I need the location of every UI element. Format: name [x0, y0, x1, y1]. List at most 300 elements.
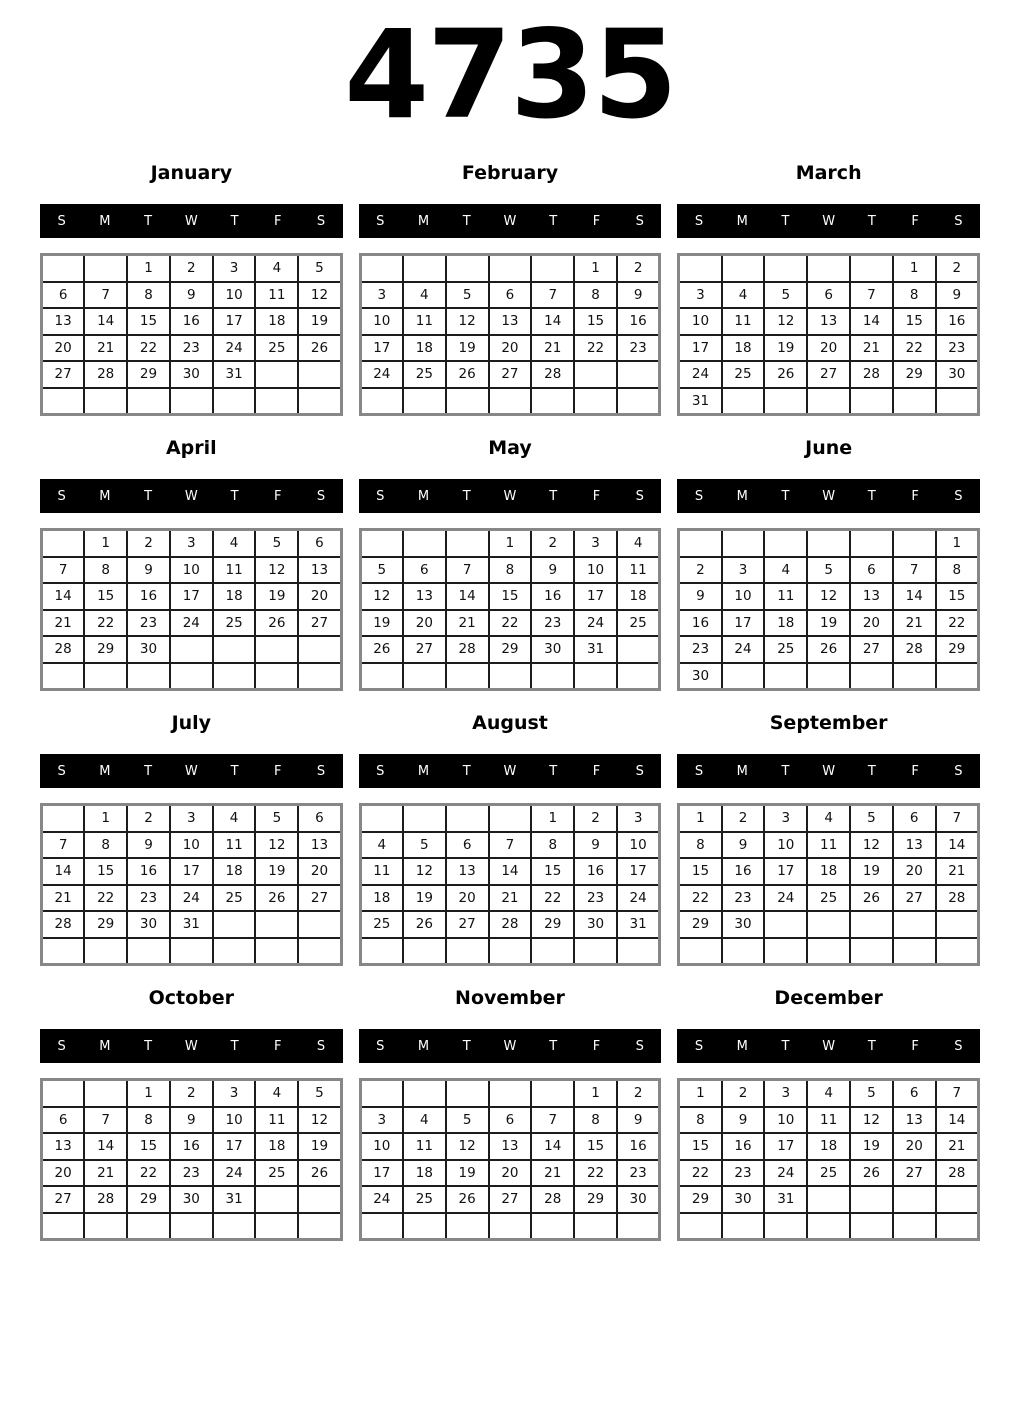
day-cell: 30 [170, 361, 213, 388]
empty-day-cell [850, 663, 893, 690]
day-cell: 20 [42, 335, 85, 362]
empty-day-cell [255, 1213, 298, 1240]
day-cell: 23 [679, 636, 722, 663]
day-cell: 22 [84, 610, 127, 637]
month-title: February [461, 162, 559, 184]
day-cell: 23 [617, 1160, 660, 1187]
empty-day-cell [531, 938, 574, 965]
day-cell: 12 [255, 557, 298, 584]
empty-day-cell [764, 530, 807, 557]
day-cell: 15 [127, 1133, 170, 1160]
month-calendar [677, 437, 980, 691]
day-cell: 13 [489, 308, 532, 335]
empty-day-cell [84, 938, 127, 965]
weekday-label: T [462, 488, 471, 504]
day-cell: 17 [764, 1133, 807, 1160]
day-cell: 17 [360, 335, 403, 362]
day-cell: 27 [446, 911, 489, 938]
day-cell: 12 [764, 308, 807, 335]
empty-day-cell [893, 911, 936, 938]
day-cell: 21 [84, 1160, 127, 1187]
weekday-label: S [694, 1038, 704, 1054]
day-cell: 9 [127, 832, 170, 859]
day-cell: 11 [360, 858, 403, 885]
day-cell: 24 [360, 361, 403, 388]
day-cell: 11 [403, 308, 446, 335]
day-cell: 18 [722, 335, 765, 362]
month-title: October [148, 987, 235, 1009]
day-cell: 1 [893, 255, 936, 282]
day-cell: 27 [489, 361, 532, 388]
day-cell: 24 [360, 1186, 403, 1213]
day-cell: 24 [170, 610, 213, 637]
empty-day-cell [489, 1080, 532, 1107]
weekday-header-bar [40, 754, 343, 788]
day-cell: 23 [722, 1160, 765, 1187]
day-cell: 31 [764, 1186, 807, 1213]
weekday-label: F [911, 488, 919, 504]
day-cell: 1 [574, 255, 617, 282]
month-title: January [150, 162, 233, 184]
empty-day-cell [531, 1080, 574, 1107]
empty-day-cell [807, 1213, 850, 1240]
day-cell: 11 [807, 832, 850, 859]
day-cell: 10 [170, 557, 213, 584]
day-cell: 19 [850, 1133, 893, 1160]
weekday-label: T [230, 213, 239, 229]
empty-day-cell [531, 1213, 574, 1240]
day-cell: 3 [574, 530, 617, 557]
weekday-label: T [781, 763, 790, 779]
empty-day-cell [403, 1080, 446, 1107]
day-cell: 10 [360, 1133, 403, 1160]
week-row [360, 858, 660, 885]
empty-day-cell [298, 663, 341, 690]
week-row [679, 255, 979, 282]
empty-day-cell [403, 255, 446, 282]
empty-day-cell [127, 938, 170, 965]
week-row [360, 557, 660, 584]
month-calendar [359, 987, 662, 1241]
empty-day-cell [170, 938, 213, 965]
day-cell: 5 [850, 1080, 893, 1107]
day-cell: 25 [360, 911, 403, 938]
weekday-header-bar [40, 1029, 343, 1063]
day-cell: 10 [360, 308, 403, 335]
month-calendar [677, 987, 980, 1241]
empty-day-cell [936, 938, 979, 965]
day-cell: 21 [42, 885, 85, 912]
empty-day-cell [807, 388, 850, 415]
week-row [42, 1213, 342, 1240]
day-cell: 17 [764, 858, 807, 885]
week-row [42, 858, 342, 885]
week-row [42, 1186, 342, 1213]
week-row [42, 557, 342, 584]
empty-day-cell [403, 530, 446, 557]
week-row [360, 1107, 660, 1134]
empty-day-cell [574, 388, 617, 415]
day-cell: 9 [679, 583, 722, 610]
weekday-label: M [417, 1038, 430, 1054]
day-cell: 2 [679, 557, 722, 584]
day-cell: 9 [617, 282, 660, 309]
month-day-grid [677, 253, 980, 416]
day-cell: 11 [807, 1107, 850, 1134]
day-cell: 5 [764, 282, 807, 309]
month-day-grid [677, 803, 980, 966]
empty-day-cell [722, 530, 765, 557]
empty-day-cell [679, 938, 722, 965]
weekday-label: F [274, 213, 282, 229]
empty-day-cell [403, 388, 446, 415]
day-cell: 10 [170, 832, 213, 859]
day-cell: 24 [213, 1160, 256, 1187]
day-cell: 7 [84, 282, 127, 309]
weekday-header-bar [359, 1029, 662, 1063]
day-cell: 18 [403, 335, 446, 362]
month-title: August [472, 712, 548, 734]
month-calendar [40, 987, 343, 1241]
empty-day-cell [255, 636, 298, 663]
week-row [360, 663, 660, 690]
day-cell: 25 [764, 636, 807, 663]
weekday-label: M [736, 213, 748, 229]
day-cell: 7 [936, 805, 979, 832]
week-row [679, 911, 979, 938]
day-cell: 22 [679, 1160, 722, 1187]
empty-day-cell [360, 255, 403, 282]
day-cell: 3 [170, 530, 213, 557]
day-cell: 4 [213, 805, 256, 832]
day-cell: 22 [84, 885, 127, 912]
day-cell: 9 [531, 557, 574, 584]
weekday-label: T [781, 1038, 790, 1054]
empty-day-cell [403, 938, 446, 965]
empty-day-cell [617, 1213, 660, 1240]
week-row [360, 636, 660, 663]
week-row [42, 388, 342, 415]
day-cell: 19 [807, 610, 850, 637]
empty-day-cell [403, 663, 446, 690]
empty-day-cell [893, 938, 936, 965]
day-cell: 27 [42, 1186, 85, 1213]
day-cell: 22 [574, 335, 617, 362]
day-cell: 8 [84, 832, 127, 859]
empty-day-cell [213, 663, 256, 690]
weekday-label: T [144, 763, 153, 779]
day-cell: 1 [531, 805, 574, 832]
week-row [42, 832, 342, 859]
weekday-label: S [635, 1038, 644, 1054]
empty-day-cell [893, 663, 936, 690]
empty-day-cell [360, 663, 403, 690]
day-cell: 20 [298, 858, 341, 885]
week-row [679, 1186, 979, 1213]
day-cell: 23 [127, 885, 170, 912]
week-row [360, 282, 660, 309]
day-cell: 24 [213, 335, 256, 362]
month-day-grid [40, 1078, 343, 1241]
day-cell: 28 [42, 636, 85, 663]
day-cell: 12 [446, 308, 489, 335]
day-cell: 11 [403, 1133, 446, 1160]
day-cell: 19 [360, 610, 403, 637]
week-row [42, 636, 342, 663]
empty-day-cell [531, 255, 574, 282]
empty-day-cell [298, 636, 341, 663]
day-cell: 15 [84, 583, 127, 610]
empty-day-cell [170, 388, 213, 415]
empty-day-cell [764, 255, 807, 282]
day-cell: 17 [617, 858, 660, 885]
month-calendar [359, 712, 662, 966]
weekday-label: T [144, 213, 153, 229]
empty-day-cell [764, 911, 807, 938]
empty-day-cell [298, 938, 341, 965]
week-row [360, 335, 660, 362]
day-cell: 4 [403, 1107, 446, 1134]
day-cell: 21 [531, 1160, 574, 1187]
day-cell: 14 [489, 858, 532, 885]
day-cell: 29 [531, 911, 574, 938]
empty-day-cell [446, 663, 489, 690]
day-cell: 15 [531, 858, 574, 885]
week-row [679, 610, 979, 637]
empty-day-cell [764, 663, 807, 690]
day-cell: 12 [255, 832, 298, 859]
weekday-label: M [417, 213, 430, 229]
month-title: December [774, 987, 883, 1009]
weekday-label: W [822, 1038, 836, 1054]
day-cell: 21 [489, 885, 532, 912]
week-row [360, 361, 660, 388]
day-cell: 15 [127, 308, 170, 335]
day-cell: 21 [936, 1133, 979, 1160]
day-cell: 20 [298, 583, 341, 610]
day-cell: 25 [255, 335, 298, 362]
week-row [360, 911, 660, 938]
day-cell: 2 [531, 530, 574, 557]
day-cell: 29 [489, 636, 532, 663]
week-row [360, 1186, 660, 1213]
empty-day-cell [489, 388, 532, 415]
day-cell: 30 [722, 1186, 765, 1213]
day-cell: 18 [807, 1133, 850, 1160]
day-cell: 11 [213, 557, 256, 584]
week-row [679, 938, 979, 965]
day-cell: 15 [936, 583, 979, 610]
day-cell: 2 [574, 805, 617, 832]
day-cell: 6 [446, 832, 489, 859]
weekday-label: W [503, 1038, 517, 1054]
weekday-label: S [376, 1038, 385, 1054]
weekday-label: S [694, 763, 704, 779]
day-cell: 17 [360, 1160, 403, 1187]
week-row [42, 255, 342, 282]
empty-day-cell [127, 388, 170, 415]
day-cell: 10 [764, 1107, 807, 1134]
day-cell: 15 [679, 1133, 722, 1160]
day-cell: 5 [255, 530, 298, 557]
day-cell: 3 [360, 1107, 403, 1134]
week-row [679, 530, 979, 557]
empty-day-cell [360, 530, 403, 557]
empty-day-cell [764, 388, 807, 415]
week-row [42, 335, 342, 362]
day-cell: 20 [489, 1160, 532, 1187]
month-title: March [795, 162, 862, 184]
weekday-header-bar [40, 479, 343, 513]
day-cell: 28 [936, 885, 979, 912]
empty-day-cell [42, 255, 85, 282]
day-cell: 25 [255, 1160, 298, 1187]
weekday-label: F [592, 488, 601, 504]
month-calendar [677, 162, 980, 416]
day-cell: 3 [617, 805, 660, 832]
empty-day-cell [807, 530, 850, 557]
weekday-label: T [230, 763, 239, 779]
empty-day-cell [84, 388, 127, 415]
day-cell: 30 [127, 911, 170, 938]
day-cell: 22 [679, 885, 722, 912]
day-cell: 26 [446, 361, 489, 388]
day-cell: 23 [574, 885, 617, 912]
day-cell: 9 [170, 282, 213, 309]
weekday-label: T [781, 213, 790, 229]
month-title: September [769, 712, 888, 734]
day-cell: 22 [574, 1160, 617, 1187]
day-cell: 7 [531, 282, 574, 309]
day-cell: 20 [807, 335, 850, 362]
day-cell: 4 [255, 255, 298, 282]
weekday-label: T [144, 488, 153, 504]
week-row [679, 1160, 979, 1187]
day-cell: 9 [617, 1107, 660, 1134]
day-cell: 1 [679, 805, 722, 832]
day-cell: 18 [213, 583, 256, 610]
day-cell: 24 [764, 885, 807, 912]
day-cell: 6 [489, 282, 532, 309]
day-cell: 11 [213, 832, 256, 859]
day-cell: 26 [850, 885, 893, 912]
week-row [42, 282, 342, 309]
day-cell: 30 [531, 636, 574, 663]
day-cell: 4 [764, 557, 807, 584]
weekday-label: W [184, 763, 198, 779]
empty-day-cell [446, 805, 489, 832]
empty-day-cell [936, 1186, 979, 1213]
day-cell: 19 [850, 858, 893, 885]
day-cell: 9 [936, 282, 979, 309]
week-row [679, 805, 979, 832]
day-cell: 22 [893, 335, 936, 362]
weekday-header-bar [677, 754, 980, 788]
day-cell: 11 [722, 308, 765, 335]
day-cell: 4 [807, 805, 850, 832]
day-cell: 24 [764, 1160, 807, 1187]
day-cell: 27 [403, 636, 446, 663]
day-cell: 12 [850, 832, 893, 859]
empty-day-cell [42, 1080, 85, 1107]
weekday-label: T [549, 1038, 558, 1054]
day-cell: 21 [446, 610, 489, 637]
day-cell: 26 [360, 636, 403, 663]
month-title: May [488, 437, 532, 459]
day-cell: 8 [893, 282, 936, 309]
week-row [360, 583, 660, 610]
day-cell: 25 [807, 885, 850, 912]
week-row [360, 885, 660, 912]
week-row [42, 805, 342, 832]
empty-day-cell [360, 1080, 403, 1107]
day-cell: 12 [360, 583, 403, 610]
week-row [679, 663, 979, 690]
day-cell: 16 [617, 308, 660, 335]
empty-day-cell [255, 388, 298, 415]
day-cell: 28 [936, 1160, 979, 1187]
empty-day-cell [360, 388, 403, 415]
week-row [679, 1213, 979, 1240]
empty-day-cell [489, 1213, 532, 1240]
week-row [360, 805, 660, 832]
day-cell: 10 [574, 557, 617, 584]
day-cell: 13 [403, 583, 446, 610]
empty-day-cell [446, 1080, 489, 1107]
weekday-header-bar [359, 204, 662, 238]
day-cell: 15 [489, 583, 532, 610]
day-cell: 23 [127, 610, 170, 637]
day-cell: 5 [807, 557, 850, 584]
day-cell: 8 [679, 832, 722, 859]
day-cell: 3 [170, 805, 213, 832]
day-cell: 31 [213, 1186, 256, 1213]
day-cell: 7 [893, 557, 936, 584]
weekday-label: S [57, 1038, 66, 1054]
empty-day-cell [213, 636, 256, 663]
day-cell: 30 [679, 663, 722, 690]
day-cell: 7 [84, 1107, 127, 1134]
day-cell: 26 [298, 335, 341, 362]
day-cell: 24 [574, 610, 617, 637]
day-cell: 16 [574, 858, 617, 885]
day-cell: 23 [936, 335, 979, 362]
day-cell: 10 [764, 832, 807, 859]
day-cell: 26 [255, 885, 298, 912]
day-cell: 7 [446, 557, 489, 584]
empty-day-cell [213, 911, 256, 938]
day-cell: 2 [936, 255, 979, 282]
day-cell: 22 [936, 610, 979, 637]
day-cell: 31 [170, 911, 213, 938]
empty-day-cell [574, 663, 617, 690]
empty-day-cell [403, 1213, 446, 1240]
empty-day-cell [850, 911, 893, 938]
empty-day-cell [255, 1186, 298, 1213]
day-cell: 23 [617, 335, 660, 362]
day-cell: 4 [617, 530, 660, 557]
week-row [679, 858, 979, 885]
day-cell: 6 [893, 1080, 936, 1107]
month-title: November [455, 987, 565, 1009]
week-row [679, 361, 979, 388]
day-cell: 15 [84, 858, 127, 885]
weekday-label: S [316, 1038, 326, 1054]
empty-day-cell [850, 530, 893, 557]
empty-day-cell [807, 663, 850, 690]
weekday-label: T [230, 1038, 239, 1054]
week-row [42, 885, 342, 912]
